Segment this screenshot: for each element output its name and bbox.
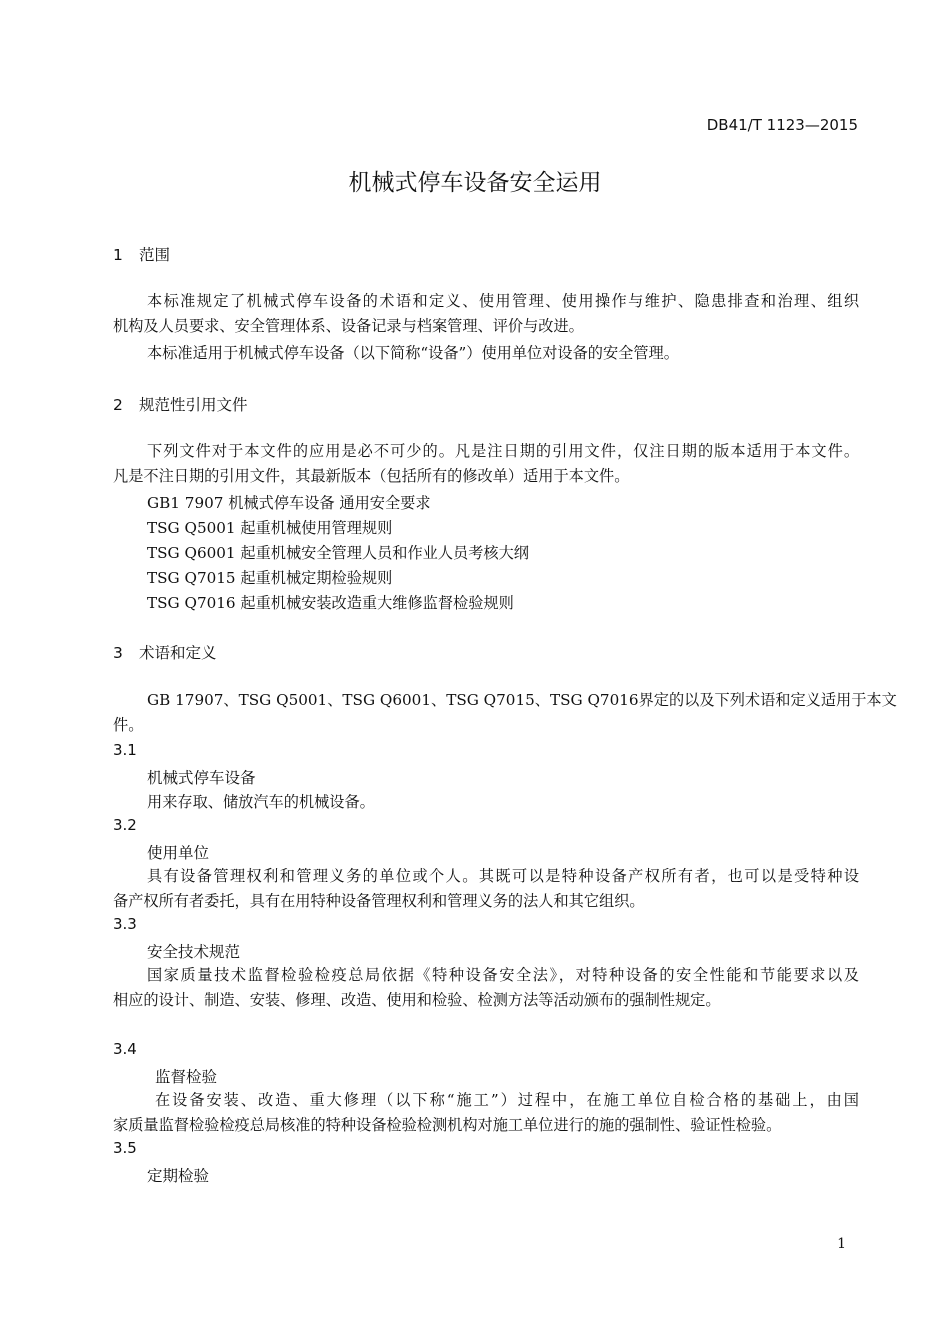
reference-item: TSG Q7016 起重机械安装改造重大维修监督检验规则 <box>147 594 514 612</box>
term-name: 机械式停车设备 <box>147 769 256 787</box>
term-number: 3.3 <box>113 915 137 933</box>
section-number: 1 <box>113 246 123 264</box>
section-1-heading <box>113 243 170 265</box>
section-title: 范围 <box>139 246 171 264</box>
paragraph-line: 家质量监督检验检疫总局核准的特种设备检验检测机构对施工单位进行的施的强制性、验证性检验。 <box>113 1116 782 1134</box>
paragraph-line: 备产权所有者委托，具有在用特种设备管理权利和管理义务的法人和其它组织。 <box>113 892 645 910</box>
term-name: 监督检验 <box>155 1068 218 1086</box>
term-definition <box>113 1088 859 1138</box>
paragraph-line: GB 17907、TSG Q5001、TSG Q6001、TSG Q7015、TSG Q7016界定的以及下列术语和定义适用于本文 <box>147 691 897 709</box>
reference-item: TSG Q7015 起重机械定期检验规则 <box>147 569 393 587</box>
reference-item: GB1 7907 机械式停车设备 通用安全要求 <box>147 494 431 512</box>
paragraph-line: 相应的设计、制造、安装、修理、改造、使用和检验、检测方法等活动颁布的强制性规定。 <box>113 991 721 1009</box>
page-number: 1 <box>837 1236 846 1252</box>
term-number: 3.4 <box>113 1040 137 1058</box>
paragraph-line: 凡是不注日期的引用文件，其最新版本（包括所有的修改单）适用于本文件。 <box>113 467 630 485</box>
section-title: 规范性引用文件 <box>139 396 248 414</box>
document-number: DB41/T 1123—2015 <box>706 116 858 134</box>
term-name: 使用单位 <box>147 844 210 862</box>
paragraph-line: 下列文件对于本文件的应用是必不可少的。凡是注日期的引用文件，仅注日期的版本适用于本文件。 <box>147 442 859 460</box>
section-1-paragraph-1 <box>113 289 859 339</box>
paragraph-line: 具有设备管理权利和管理义务的单位或个人。其既可以是特种设备产权所有者，也可以是受特种设 <box>147 867 859 885</box>
section-1-paragraph-2: 本标准适用于机械式停车设备（以下简称“设备”）使用单位对设备的安全管理。 <box>147 344 679 362</box>
term-number: 3.1 <box>113 741 137 759</box>
section-3-heading <box>113 641 217 663</box>
section-title: 术语和定义 <box>139 644 217 662</box>
section-3-paragraph-1 <box>113 688 897 738</box>
term-definition <box>113 963 859 1013</box>
reference-item: TSG Q5001 起重机械使用管理规则 <box>147 519 393 537</box>
document-title: 机械式停车设备安全运用 <box>348 170 602 196</box>
section-2-heading <box>113 393 248 415</box>
section-number: 2 <box>113 396 123 414</box>
term-name: 安全技术规范 <box>147 943 241 961</box>
term-number: 3.5 <box>113 1139 137 1157</box>
term-definition <box>113 864 859 914</box>
reference-item: TSG Q6001 起重机械安全管理人员和作业人员考核大纲 <box>147 544 529 562</box>
term-definition: 用来存取、储放汽车的机械设备。 <box>147 793 375 811</box>
paragraph-line: 国家质量技术监督检验检疫总局依据《特种设备安全法》，对特种设备的安全性能和节能要求以及 <box>147 966 859 984</box>
paragraph-line: 机构及人员要求、安全管理体系、设备记录与档案管理、评价与改进。 <box>113 317 584 335</box>
section-2-paragraph-1 <box>113 439 859 489</box>
section-number: 3 <box>113 644 123 662</box>
term-name: 定期检验 <box>147 1167 210 1185</box>
paragraph-line: 本标准规定了机械式停车设备的术语和定义、使用管理、使用操作与维护、隐患排查和治理、组织 <box>147 292 859 310</box>
paragraph-line: 在设备安装、改造、重大修理（以下称“施工”）过程中，在施工单位自检合格的基础上，由国 <box>155 1091 859 1109</box>
term-number: 3.2 <box>113 816 137 834</box>
paragraph-line: 件。 <box>113 716 144 734</box>
